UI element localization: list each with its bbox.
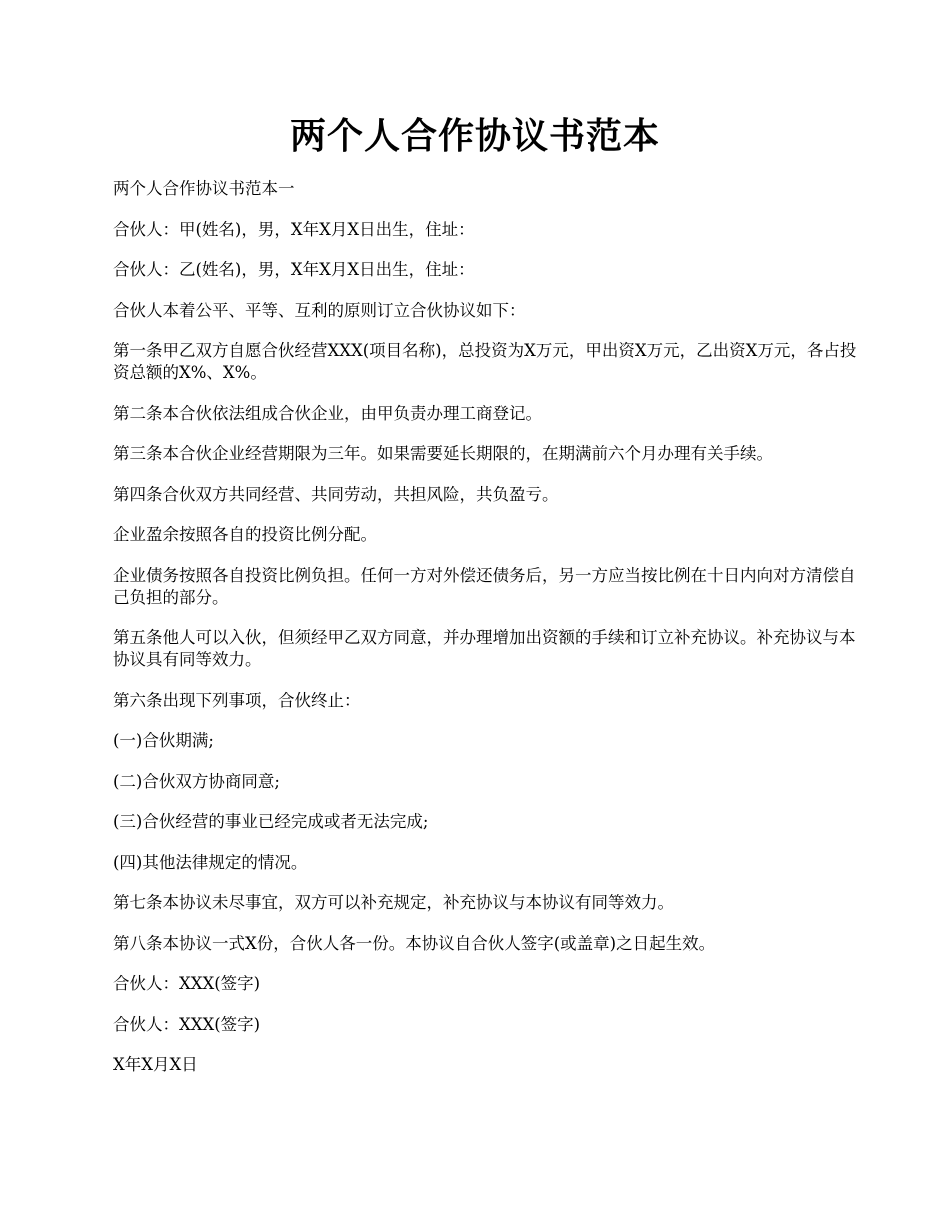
document-body [113,178,863,1095]
signature-partner-1: 合伙人：XXX(签字) [113,974,261,993]
article-7: 第七条本协议未尽事宜，双方可以补充规定，补充协议与本协议有同等效力。 [113,893,674,912]
partner-a-info: 合伙人：甲(姓名)，男，X年X月X日出生，住址： [113,219,475,239]
profit-distribution: 企业盈余按照各自的投资比例分配。 [113,525,377,544]
agreement-intro: 合伙人本着公平、平等、互利的原则订立合伙协议如下： [113,300,526,320]
termination-item-3: (三)合伙经营的事业已经完成或者无法完成; [113,812,429,831]
signature-date: X年X月X日 [113,1055,198,1074]
termination-item-1: (一)合伙期满; [113,731,214,750]
article-8: 第八条本协议一式X份，合伙人各一份。本协议自合伙人签字(或盖章)之日起生效。 [113,933,716,953]
termination-item-4: (四)其他法律规定的情况。 [113,852,308,872]
article-3: 第三条本合伙企业经营期限为三年。如果需要延长期限的，在期满前六个月办理有关手续。 [113,444,773,463]
signature-partner-2: 合伙人：XXX(签字) [113,1014,261,1034]
debt-allocation: 企业债务按照各自投资比例负担。任何一方对外偿还债务后，另一方应当按比例在十日内向对方清偿自己负担的部分。 [113,565,856,607]
document-title: 两个人合作协议书范本 [289,115,660,157]
article-6: 第六条出现下列事项，合伙终止： [113,690,361,710]
article-2: 第二条本合伙依法组成合伙企业，由甲负责办理工商登记。 [113,403,542,423]
termination-item-2: (二)合伙双方协商同意; [113,771,280,791]
article-5: 第五条他人可以入伙，但须经甲乙双方同意，并办理增加出资额的手续和订立补充协议。补充协议与本协议具有同等效力。 [113,628,856,669]
partner-b-info: 合伙人：乙(姓名)，男，X年X月X日出生，住址： [113,260,475,279]
section-heading: 两个人合作协议书范本一 [113,179,295,198]
article-4: 第四条合伙双方共同经营、共同劳动，共担风险，共负盈亏。 [113,484,559,504]
article-1: 第一条甲乙双方自愿合伙经营XXX(项目名称)，总投资为X万元，甲出资X万元，乙出资X万元，各占投资总额的X%、X%。 [113,341,857,382]
